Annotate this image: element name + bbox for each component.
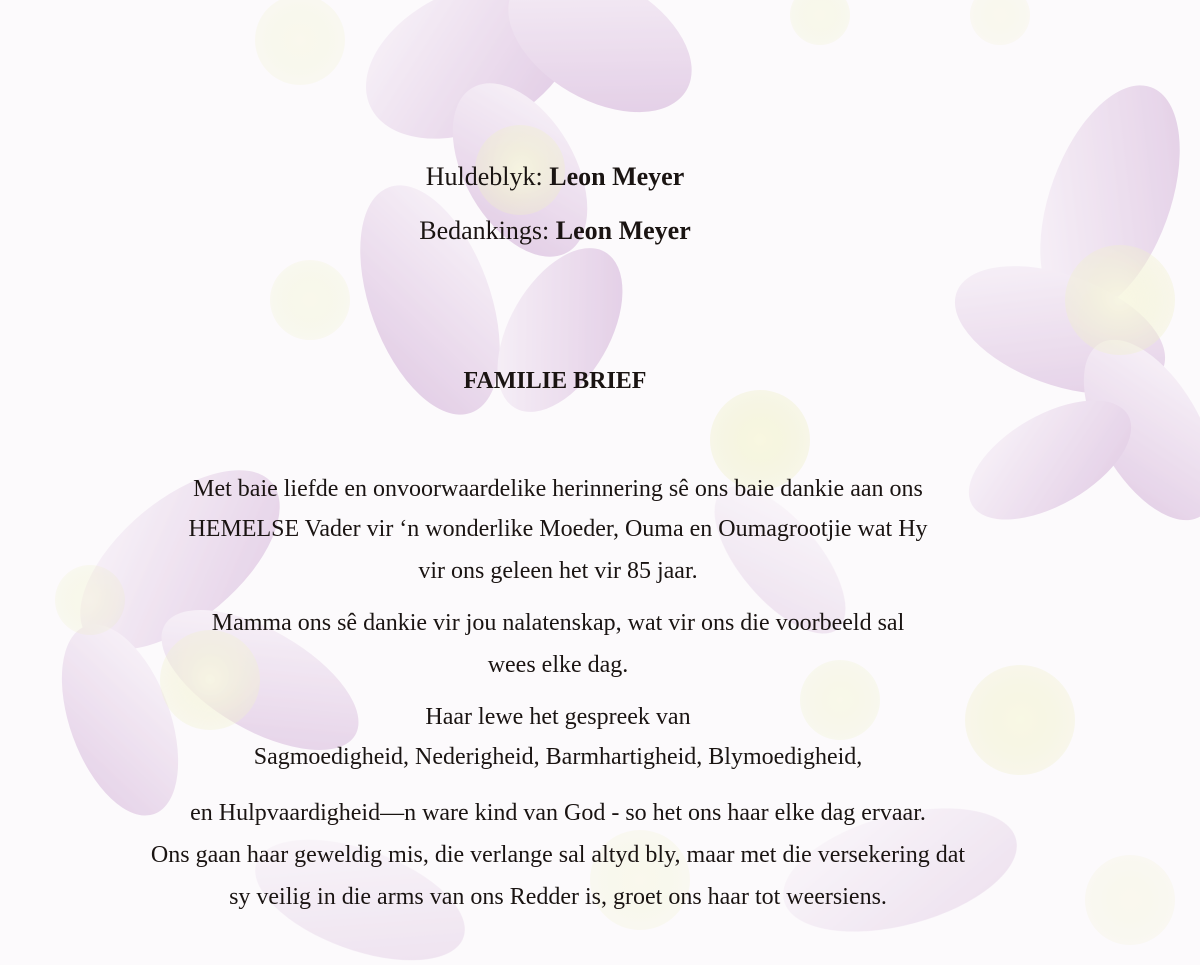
letter-line: sy veilig in die arms van ons Redder is, groet ons haar tot weersiens. (229, 884, 887, 910)
page-title: FAMILIE BRIEF (463, 368, 647, 394)
letter-line: Haar lewe het gespreek van (425, 704, 691, 730)
tribute-label: Huldeblyk: (425, 162, 543, 191)
thanks-name: Leon Meyer (555, 216, 691, 245)
thanks-label: Bedankings: (419, 216, 550, 245)
tribute-credit (0, 162, 1110, 192)
tribute-name: Leon Meyer (549, 162, 685, 191)
letter-line: vir ons geleen het vir 85 jaar. (418, 558, 698, 584)
letter-line: Sagmoedigheid, Nederigheid, Barmhartigheid, Blymoedigheid, (253, 744, 863, 770)
letter-line: Mamma ons sê dankie vir jou nalatenskap, wat vir ons die voorbeeld sal (211, 610, 905, 636)
letter-line: Met baie liefde en onvoorwaardelike herinnering sê ons baie dankie aan ons (193, 476, 923, 502)
thanks-credit (0, 216, 1110, 246)
letter-line: HEMELSE Vader vir ‘n wonderlike Moeder, Ouma en Oumagrootjie wat Hy (188, 516, 928, 542)
letter-line: wees elke dag. (487, 652, 629, 678)
letter-line: Ons gaan haar geweldig mis, die verlange sal altyd bly, maar met die versekering dat (150, 842, 966, 868)
letter-line: en Hulpvaardigheid—n ware kind van God - so het ons haar elke dag ervaar. (190, 800, 926, 826)
